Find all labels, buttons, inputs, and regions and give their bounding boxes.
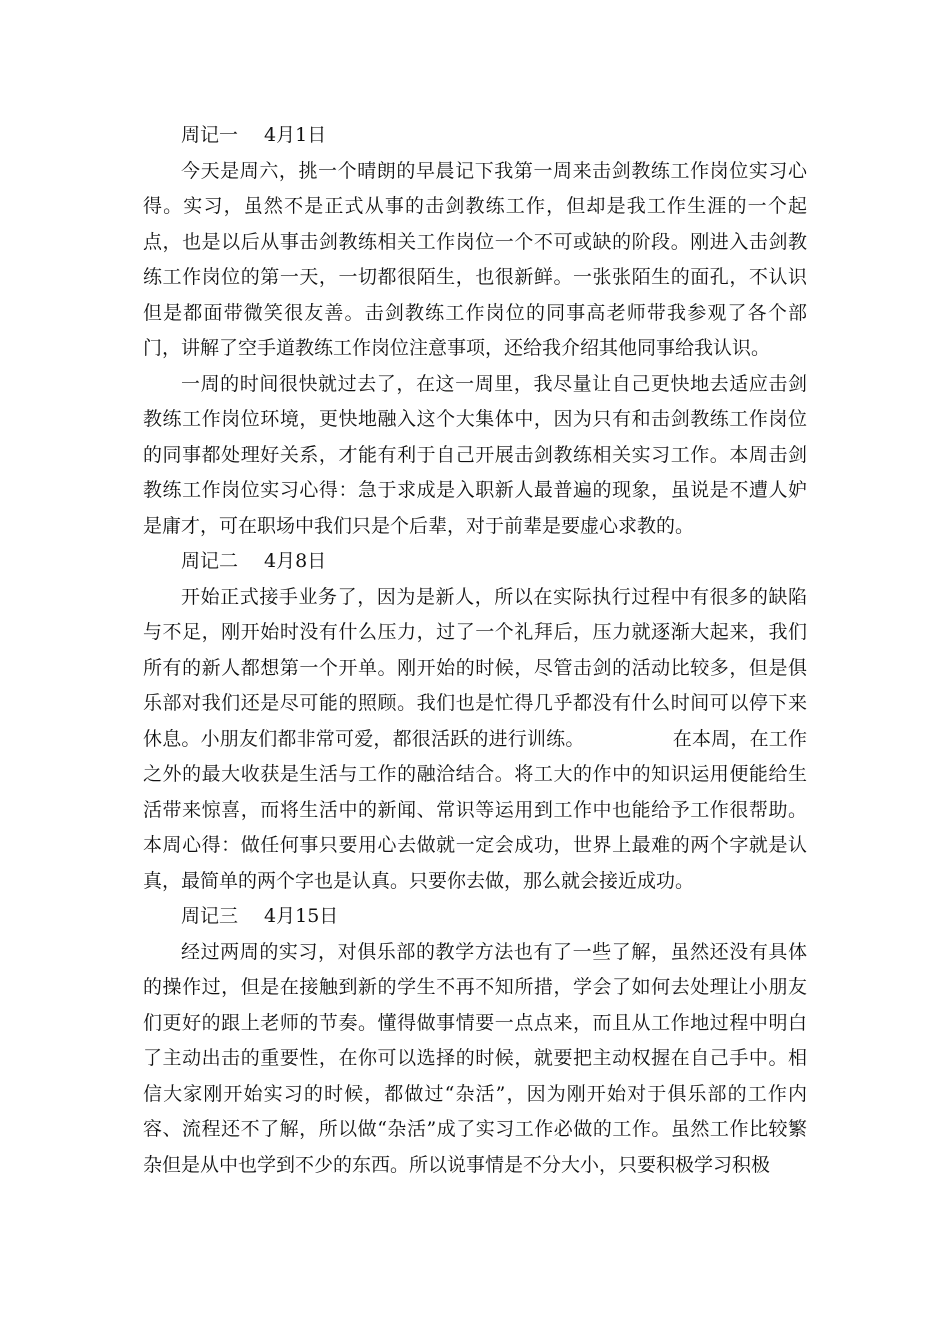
entry-title: 周记二 (181, 550, 239, 572)
entry-heading-week3 (143, 899, 807, 935)
paragraph (143, 580, 807, 900)
paragraph: 一周的时间很快就过去了，在这一周里，我尽量让自己更快地去适应击剑教练工作岗位环境，更快地融入这个大集体中，因为只有和击剑教练工作岗位的同事都处理好关系，才能有利于自己开展击剑教练相关实习工作。本周击剑教练工作岗位实习心得：急于求成是入职新人最普遍的现象，虽说是不遭人妒是庸才，可在职场中我们只是个后辈，对于前辈是要虚心求教的。 (143, 372, 807, 537)
entry-date: 4月8日 (264, 550, 327, 572)
entry-heading-week2 (143, 544, 807, 580)
entry-title: 周记一 (181, 124, 239, 146)
paragraph: 今天是周六，挑一个晴朗的早晨记下我第一周来击剑教练工作岗位实习心得。实习，虽然不是正式从事的击剑教练工作，但却是我工作生涯的一个起点，也是以后从事击剑教练相关工作岗位一个不可或缺的阶段。刚进入击剑教练工作岗位的第一天，一切都很陌生，也很新鲜。一张张陌生的面孔，不认识但是都面带微笑很友善。击剑教练工作岗位的同事高老师带我参观了各个部门，讲解了空手道教练工作岗位注意事项，还给我介绍其他同事给我认识。 (143, 159, 807, 359)
entry-heading-week1 (143, 118, 807, 154)
entry-date: 4月1日 (264, 124, 327, 146)
paragraph-part: 在本周，在工作之外的最大收获是生活与工作的融洽结合。将工大的作中的知识运用便能给生活带来惊喜，而将生活中的新闻、常识等运用到工作中也能给予工作很帮助。本周心得：做任何事只要用心去做就一定会成功，世界上最难的两个字就是认真，最简单的两个字也是认真。只要你去做，那么就会接近成功。 (143, 727, 807, 892)
paragraph: 经过两周的实习，对俱乐部的教学方法也有了一些了解，虽然还没有具体的操作过，但是在接触到新的学生不再不知所措，学会了如何去处理让小朋友们更好的跟上老师的节奏。懂得做事情要一点点来，而且从工作地过程中明白了主动出击的重要性，在你可以选择的时候，就要把主动权握在自己手中。相信大家刚开始实习的时候，都做过“杂活”，因为刚开始对于俱乐部的工作内容、流程还不了解，所以做“杂活”成了实习工作必做的工作。虽然工作比较繁杂但是从中也学到不少的东西。所以说事情是不分大小，只要积极学习积极 (143, 940, 807, 1176)
entry-date: 4月15日 (264, 905, 339, 927)
entry-title: 周记三 (181, 905, 239, 927)
document-body (143, 118, 807, 1183)
paragraph-part: 开始正式接手业务了，因为是新人，所以在实际执行过程中有很多的缺陷与不足，刚开始时没有什么压力，过了一个礼拜后，压力就逐渐大起来，我们所有的新人都想第一个开单。刚开始的时候，尽管击剑的活动比较多，但是俱乐部对我们还是尽可能的照顾。我们也是忙得几乎都没有什么时间可以停下来休息。小朋友们都非常可爱，都很活跃的进行训练。 (143, 585, 807, 750)
